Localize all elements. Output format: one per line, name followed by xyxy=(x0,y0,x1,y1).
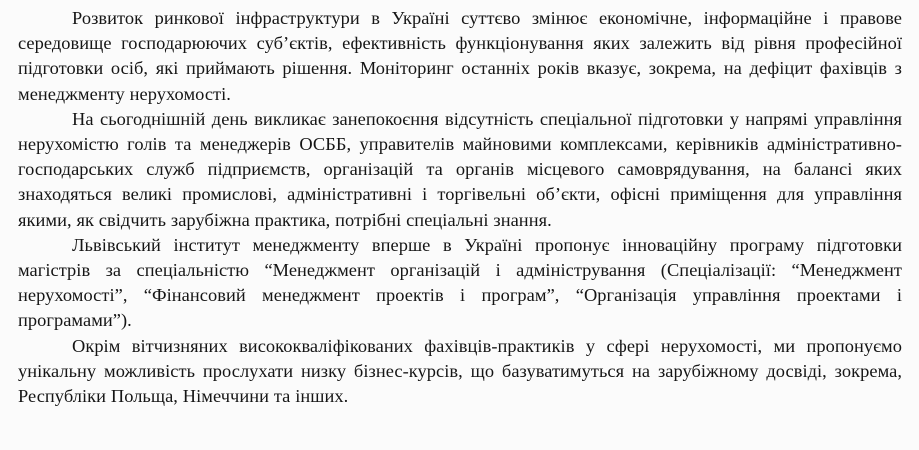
paragraph-business-courses: Окрім вітчизняних висококваліфікованих фахівців-практиків у сфері нерухомості, ми пропонуємо унікальну можливість прослухати низку бізнес-курсів, що базуватимуться на зарубіжному досвіді, зокрема, Республіки Польща, Німеччини та інших. xyxy=(18,335,902,407)
paragraph-infrastructure: Розвиток ринкової інфраструктури в Україні суттєво змінює економічне, інформаційне і правове середовище господарюючих суб’єктів, ефективність функціонування яких залежить від рівня професійної підготовки осіб, які приймають рішення. Моніторинг останніх років вказує, зокрема, на дефіцит фахівців з менеджменту нерухомості. xyxy=(18,8,902,104)
paragraph-training-gap: На сьогоднішній день викликає занепокоєння відсутність спеціальної підготовки у напрямі управління нерухомістю голів та менеджерів ОСББ, управителів майновими комплексами, керівників адміністративно-господарських служб підприємств, організацій та органів місцевого самоврядування, на балансі яких знаходяться великі промислові, адміністративні і торгівельні об’єкти, офісні приміщення для управління якими, як свідчить зарубіжна практика, потрібні спеціальні знання. xyxy=(18,108,902,230)
document-body xyxy=(18,6,902,409)
paragraph-master-program: Львівський інститут менеджменту вперше в Україні пропонує інноваційну програму підготовки магістрів за спеціальністю “Менеджмент організацій і адміністрування (Спеціалізації: “Менеджмент нерухомості”, “Фінансовий менеджмент проектів і програм”, “Організація управління проектами і програмами”). xyxy=(18,234,902,331)
